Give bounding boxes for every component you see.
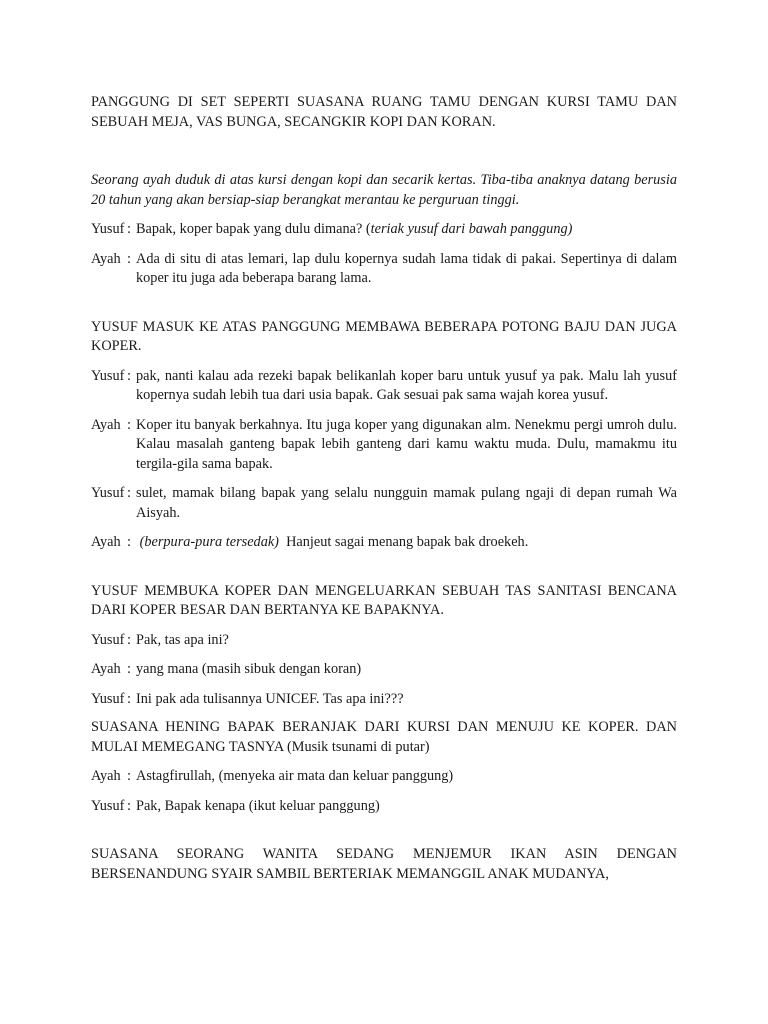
speaker-name: Ayah (91, 534, 121, 550)
speaker-name: Ayah (91, 416, 121, 433)
stage-direction: PANGGUNG DI SET SEPERTI SUASANA RUANG TAMU DENGAN KURSI TAMU DAN SEBUAH MEJA, VAS BUNGA, SECANGKIR KOPI DAN KORAN. (91, 94, 677, 130)
dialogue-line (91, 250, 677, 289)
speaker-name: Ayah (91, 768, 121, 784)
speaker-separator: : (127, 768, 131, 784)
speaker-name: Yusuf (91, 797, 125, 814)
dialogue-line (91, 367, 677, 406)
dialogue-text-italic: teriak yusuf dari bawah panggung) (370, 221, 573, 237)
speaker-separator: : (127, 416, 131, 433)
dialogue-line (91, 797, 677, 817)
dialogue-text: yang mana (masih sibuk dengan koran) (136, 661, 362, 677)
speaker-name: Yusuf (91, 631, 125, 648)
speaker-separator: : (127, 367, 131, 384)
dialogue-text-plain: Bapak, koper bapak yang dulu dimana? ( (136, 221, 371, 237)
dialogue-text: sulet, mamak bilang bapak yang selalu nungguin mamak pulang ngaji di depan rumah Wa Aisyah. (136, 485, 677, 521)
dialogue-text: Ini pak ada tulisannya UNICEF. Tas apa ini??? (136, 690, 404, 707)
dialogue-text (136, 533, 677, 553)
stage-direction-wanita: SUASANA SEORANG WANITA SEDANG MENJEMUR IKAN ASIN DENGAN BERSENANDUNG SYAIR SAMBIL BERTERIAK MEMANGGIL ANAK MUDANYA, (91, 846, 677, 882)
dialogue-line (91, 416, 677, 475)
dialogue-text: Astagfirullah, (menyeka air mata dan keluar panggung) (136, 768, 454, 784)
dialogue-line (91, 631, 677, 651)
dialogue-line (91, 220, 677, 240)
speaker-separator: : (127, 250, 131, 267)
dialogue-line (91, 690, 677, 710)
speaker-name: Yusuf (91, 690, 125, 707)
dialogue-text: Pak, tas apa ini? (136, 631, 229, 648)
intro-paragraph: Seorang ayah duduk di atas kursi dengan kopi dan secarik kertas. Tiba-tiba anaknya datang berusia 20 tahun yang akan bersiap-siap berangkat merantau ke perguruan tinggi. (91, 172, 677, 208)
speaker-separator: : (127, 797, 131, 814)
document-page (91, 93, 677, 884)
stage-direction-hening: SUASANA HENING BAPAK BERANJAK DARI KURSI DAN MENUJU KE KOPER. DAN MULAI MEMEGANG TASNYA (Musik tsunami di putar) (91, 719, 677, 755)
stage-direction-yusuf-masuk: YUSUF MASUK KE ATAS PANGGUNG MEMBAWA BEBERAPA POTONG BAJU DAN JUGA KOPER. (91, 318, 677, 354)
speaker-name: Ayah (91, 661, 121, 677)
dialogue-line (91, 660, 677, 680)
dialogue-text: Koper itu banyak berkahnya. Itu juga koper yang digunakan alm. Nenekmu pergi umroh dulu. Kalau masalah ganteng bapak lebih ganteng dari kamu waktu muda. Dulu, mamakmu itu tergila-gila sama bapak. (136, 416, 677, 472)
dialogue-line (91, 767, 677, 787)
speaker-name: Ayah (91, 250, 121, 267)
speaker-separator: : (127, 221, 131, 237)
dialogue-text (136, 220, 677, 240)
dialogue-text-italic: (berpura-pura tersedak) (139, 534, 279, 550)
dialogue-text-plain: Hanjeut sagai menang bapak bak droekeh. (278, 534, 529, 550)
dialogue-line (91, 533, 677, 553)
dialogue-text: Pak, Bapak kenapa (ikut keluar panggung) (136, 797, 380, 814)
speaker-name: Yusuf (91, 367, 125, 384)
speaker-separator: : (127, 631, 131, 648)
speaker-separator: : (127, 661, 131, 677)
speaker-name: Yusuf (91, 485, 125, 501)
speaker-separator: : (127, 534, 131, 550)
speaker-separator: : (127, 690, 131, 707)
dialogue-text: pak, nanti kalau ada rezeki bapak belikanlah koper baru untuk yusuf ya pak. Malu lah yusuf kopernya sudah lebih tua dari usia bapak. Gak sesuai pak sama wajah korea yusuf. (136, 367, 677, 403)
speaker-separator: : (127, 485, 131, 501)
stage-direction-koper: YUSUF MEMBUKA KOPER DAN MENGELUARKAN SEBUAH TAS SANITASI BENCANA DARI KOPER BESAR DAN BERTANYA KE BAPAKNYA. (91, 582, 677, 618)
speaker-name: Yusuf (91, 221, 125, 237)
dialogue-line (91, 484, 677, 523)
dialogue-text: Ada di situ di atas lemari, lap dulu kopernya sudah lama tidak di pakai. Sepertinya di dalam koper itu juga ada beberapa barang lama. (136, 250, 677, 286)
